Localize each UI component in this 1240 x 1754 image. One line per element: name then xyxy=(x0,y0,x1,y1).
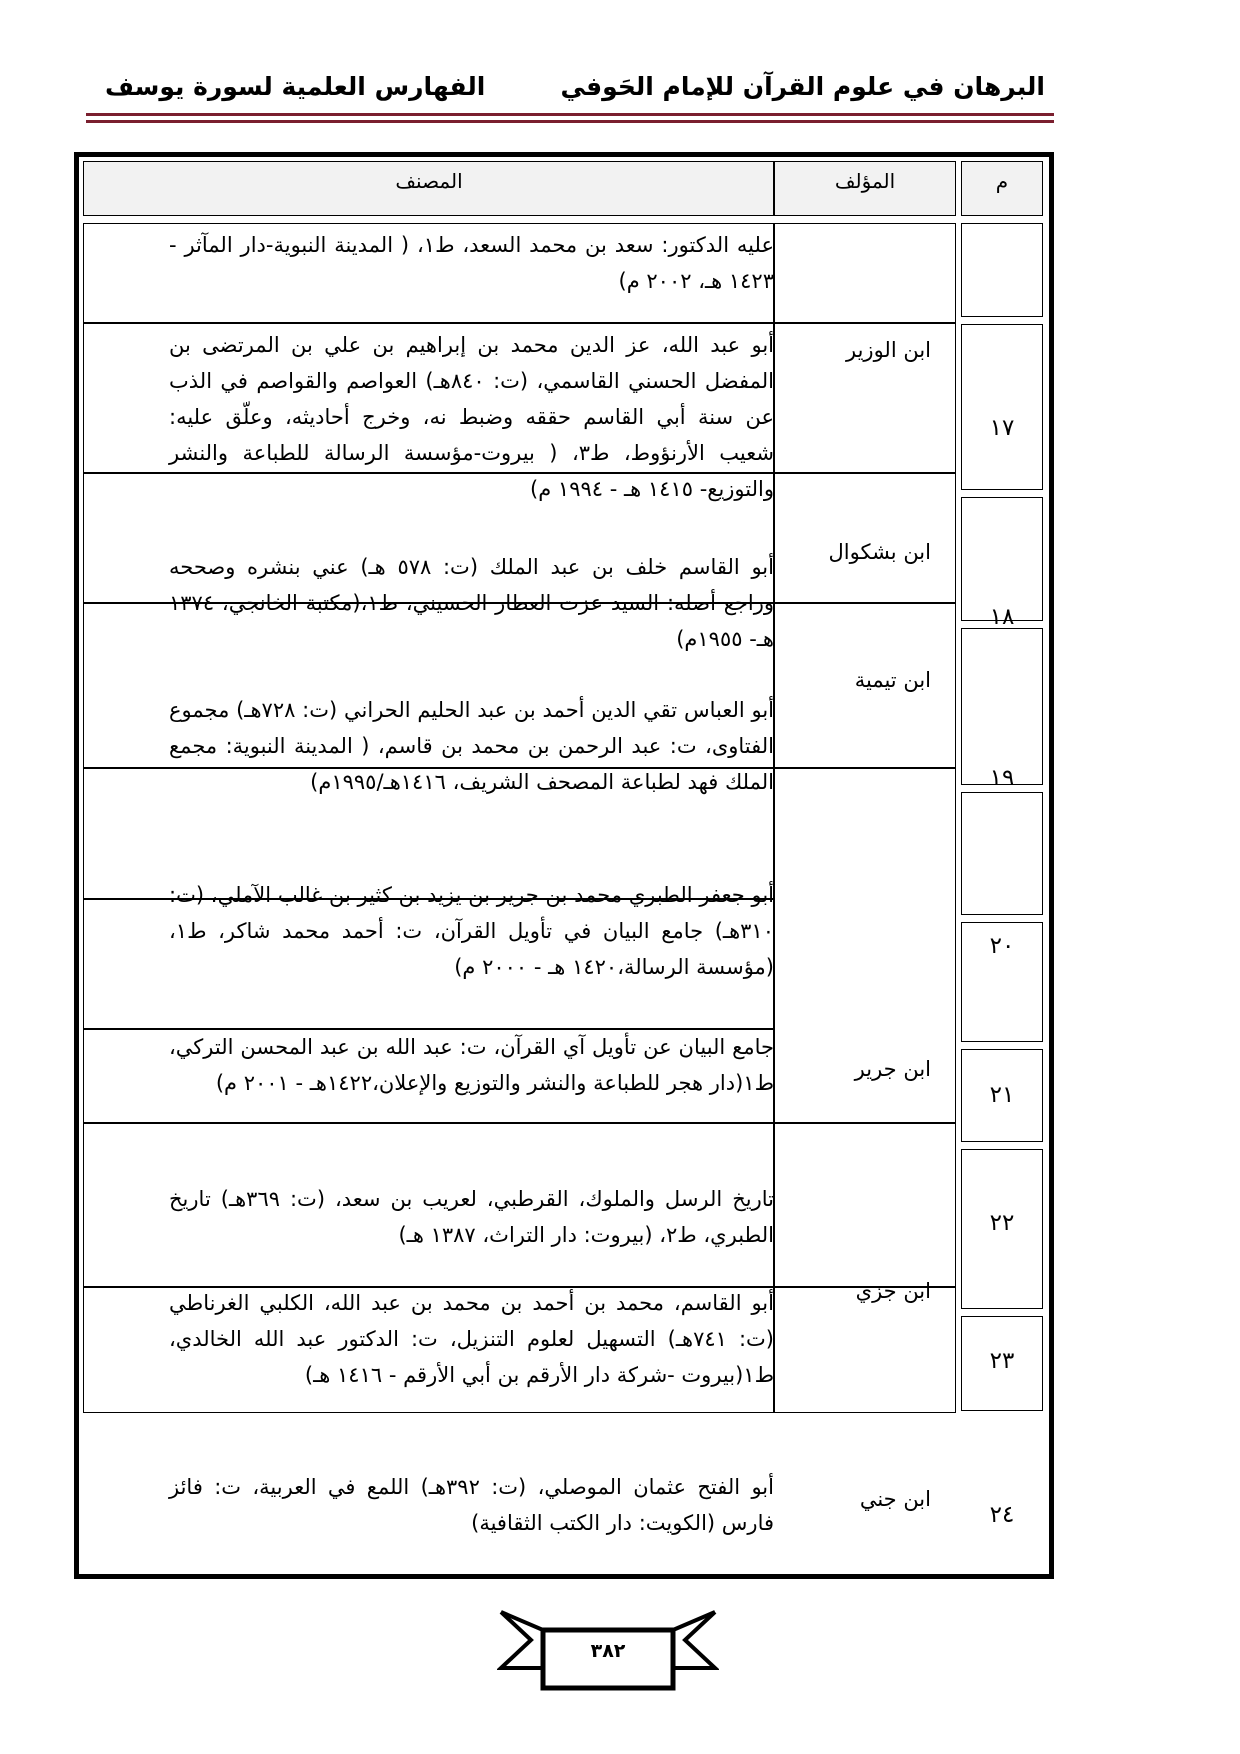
column-header-work: المصنف xyxy=(395,169,463,193)
work-citation: عليه الدكتور: سعد بن محمد السعد، ط١، ( المدينة النبوية-دار المآثر - ١٤٢٣ هـ، ٢٠٠٢ م) xyxy=(169,233,775,293)
column-header-number: م xyxy=(995,169,1009,193)
number-cell xyxy=(961,497,1043,621)
work-citation: أبو القاسم، محمد بن أحمد بن محمد بن عبد الله، الكلبي الغرناطي (ت: ٧٤١هـ) التسهيل لعلوم التنزيل، ت: الدكتور عبد الله الخالدي، ط١(بيروت -شركة دار الأرقم بن أبي الأرقم - ١٤١٦ هـ) xyxy=(169,1291,775,1387)
author-name: ابن جني xyxy=(859,1487,931,1511)
work-citation: أبو الفتح عثمان الموصلي، (ت: ٣٩٢هـ) اللمع في العربية، ت: فائز فارس (الكويت: دار الكتب الثقافية) xyxy=(169,1475,774,1535)
row-number: ٢٤ xyxy=(989,1502,1015,1528)
work-citation: أبو جعفر الطبري محمد بن جرير بن يزيد بن كثير بن غالب الآملي، (ت: ٣١٠هـ) جامع البيان في تأويل القرآن، ت: أحمد محمد شاكر، ط١، (مؤسسة الرسالة،١٤٢٠ هـ - ٢٠٠٠ م) xyxy=(169,883,774,979)
row-number: ٢٣ xyxy=(989,1348,1015,1374)
author-name: ابن الوزير xyxy=(846,338,931,362)
author-name: ابن تيمية xyxy=(854,668,931,692)
book-title: البرهان في علوم القرآن للإمام الحَوفي xyxy=(560,72,1045,101)
number-cell xyxy=(961,324,1043,490)
page-number: ٣٨٢ xyxy=(590,1640,626,1662)
author-name: ابن جرير xyxy=(854,1057,931,1081)
header-rule-bottom xyxy=(86,120,1054,123)
number-cell xyxy=(961,223,1043,317)
column-header-author: المؤلف xyxy=(834,169,896,193)
number-cell xyxy=(961,792,1043,915)
author-name: ابن بشكوال xyxy=(828,540,931,564)
author-cell xyxy=(774,1287,956,1413)
section-title: الفهارس العلمية لسورة يوسف xyxy=(105,72,486,101)
work-citation: أبو العباس تقي الدين أحمد بن عبد الحليم الحراني (ت: ٧٢٨هـ) مجموع الفتاوى، ت: عبد الرحمن بن محمد بن قاسم، ( المدينة النبوية: مجمع الملك فهد لطباعة المصحف الشريف، ١٤١٦هـ/١٩٩٥م) xyxy=(169,698,775,794)
row-number: ٢١ xyxy=(989,1082,1015,1108)
author-cell xyxy=(774,1123,956,1287)
index-table xyxy=(74,152,1054,1579)
header-rule-top xyxy=(86,113,1054,116)
work-citation: أبو عبد الله، عز الدين محمد بن إبراهيم بن علي بن المرتضى بن المفضل الحسني القاسمي، (ت: ٨٤٠هـ) العواصم والقواصم في الذب عن سنة أبي القاسم حققه وضبط نه، وخرج أحاديثه، وعلّق عليه: شعيب الأرنؤوط، ط٣، ( بيروت-مؤسسة الرسالة للطباعة والنشر والتوزيع- ١٤١٥ هـ - ١٩٩٤ م) xyxy=(169,333,774,501)
row-number: ١٧ xyxy=(989,415,1015,441)
row-number: ٢٠ xyxy=(989,933,1015,959)
author-cell xyxy=(774,223,956,323)
author-name: ابن جزي xyxy=(855,1279,931,1303)
work-citation: تاريخ الرسل والملوك، القرطبي، لعريب بن سعد، (ت: ٣٦٩هـ) تاريخ الطبري، ط٢، (بيروت: دار التراث، ١٣٨٧ هـ) xyxy=(169,1187,774,1247)
row-number: ٢٢ xyxy=(989,1210,1015,1236)
work-citation: جامع البيان عن تأويل آي القرآن، ت: عبد الله بن عبد المحسن التركي، ط١(دار هجر للطباعة والنشر والتوزيع والإعلان،١٤٢٢هـ - ٢٠٠١ م) xyxy=(169,1035,774,1095)
row-number: ١٩ xyxy=(989,765,1015,791)
number-cell xyxy=(961,628,1043,785)
work-citation: أبو القاسم خلف بن عبد الملك (ت: ٥٧٨ هـ) عني بنشره وصححه وراجع أصله: السيد عزت العطار الحسيني، ط١،(مكتبة الخانجي، ١٣٧٤ هـ- ١٩٥٥م) xyxy=(169,555,774,651)
row-number: ١٨ xyxy=(989,604,1015,630)
author-cell xyxy=(774,473,956,603)
